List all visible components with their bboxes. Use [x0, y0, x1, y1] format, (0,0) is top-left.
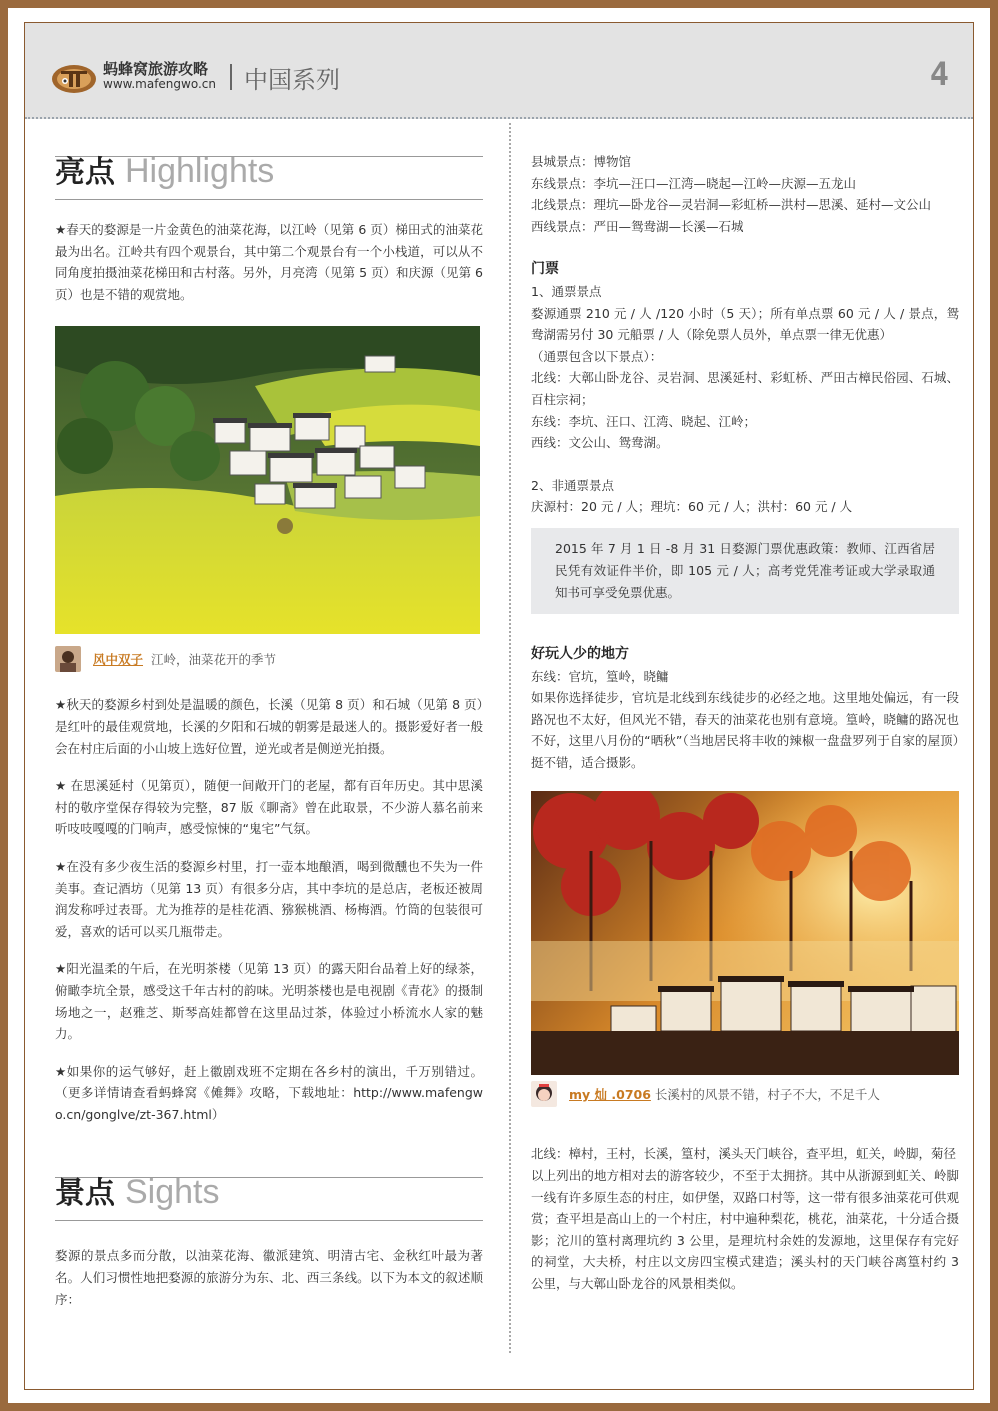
- tickets-pass-title: 1、通票景点: [531, 283, 602, 299]
- tickets-single-title: 2、非通票景点: [531, 477, 614, 493]
- fun-places-title: 好玩人少的地方: [531, 645, 629, 662]
- sights-title-cn: 景点: [55, 1176, 115, 1212]
- tickets-pass-price: 婺源通票 210 元 / 人 /120 小时（5 天）；所有单点票 60 元 / 人 / 景点，鸳鸯湖需另付 30 元船票 / 人（除免票人员外，单点票一律无优惠）: [531, 305, 959, 343]
- photo2-username[interactable]: my 灿 .0706: [569, 1086, 651, 1102]
- highlight-autumn: ★秋天的婺源乡村到处是温暖的颜色，长溪（见第 8 页）和石城（见第 8 页）是红叶的最佳观赏地，长溪的夕阳和石城的朝雾是最迷人的。摄影爱好者一般会在村庄后面的小山坡上选好位置，逆光或者是侧逆光拍摄。: [55, 697, 483, 756]
- sights-intro: 婺源的景点多而分散，以油菜花海、徽派建筑、明清古宅、金秋红叶最为著名。人们习惯性地把婺源的旅游分为东、北、西三条线。以下为本文的叙述顺序：: [55, 1248, 483, 1307]
- route-west: 西线景点：严田—鸳鸯湖—长溪—石城: [531, 218, 744, 234]
- header-divider: [230, 64, 232, 90]
- highlights-title-en: Highlights: [125, 152, 275, 190]
- column-divider: [509, 123, 511, 1353]
- photo2-caption-text: 长溪村的风景不错，村子不大，不足千人: [654, 1086, 880, 1102]
- highlight-spring: ★春天的婺源是一片金黄色的油菜花海，以江岭（见第 6 页）梯田式的油菜花最为出名。江岭共有四个观景台，其中第二个观景台有一个小栈道，可以从不同角度拍摄油菜花梯田和古村落。另外，月亮湾（见第 5 页）和庆源（见第 6 页）也是不错的观赏地。: [55, 222, 483, 302]
- series-title: 中国系列: [244, 65, 340, 94]
- fun-east-line: 东线：官坑，篁岭，晓鳙: [531, 668, 669, 684]
- user-avatar[interactable]: [531, 1081, 557, 1107]
- discount-notice-text: 2015 年 7 月 1 日 -8 月 31 日婺源门票优惠政策：教师、江西省居民凭有效证件半价，即 105 元 / 人；高考党凭准考证或大学录取通知书可享受免票优惠。: [555, 540, 935, 600]
- discount-notice: [531, 528, 959, 614]
- tickets-pass-west: 西线：文公山、鸳鸯湖。: [531, 435, 669, 451]
- right-column: [531, 151, 959, 1295]
- photo1-caption-text: 江岭，油菜花开的季节: [151, 651, 277, 667]
- page-frame: [8, 8, 990, 1403]
- brand-logo[interactable]: [51, 59, 340, 95]
- tickets-single-prices: 庆源村：20 元 / 人；理坑：60 元 / 人；洪村：60 元 / 人: [531, 499, 853, 515]
- highlight-tea: ★阳光温柔的午后，在光明茶楼（见第 13 页）的露天阳台品着上好的绿茶，俯瞰李坑全景，感受这千年古村的韵味。光明茶楼也是电视剧《青花》的摄制场地之一，赵雅芝、斯琴高娃都曾在这里品过茶，体验过小桥流水人家的魅力。: [55, 961, 483, 1042]
- photo1-caption: [55, 646, 483, 672]
- brand-name: 蚂蜂窝旅游攻略: [103, 60, 209, 78]
- route-north: 北线景点：理坑—卧龙谷—灵岩洞—彩虹桥—洪村—思溪、延村—文公山: [531, 197, 932, 213]
- page-inner-border: [24, 22, 974, 1390]
- route-county: 县城景点：博物馆: [531, 154, 632, 169]
- brand-url[interactable]: www.mafengwo.cn: [103, 77, 216, 91]
- fun-north-line: 北线：樟村，王村，长溪，篁村，溪头天门峡谷，查平坦，虹关，岭脚，菊径: [531, 1146, 957, 1162]
- highlights-heading: [55, 152, 483, 200]
- tickets-pass-includes: （通票包含以下景点）：: [531, 348, 663, 364]
- fun-north-desc: 以上列出的地方相对去的游客较少，不至于太拥挤。其中从浙源到虹关、岭脚一线有许多原生态的村庄，如伊堡，双路口村等，这一带有很多油菜花可供观赏；查平坦是高山上的一个村庄，村中遍种梨花，桃花，油菜花，十分适合摄影；沱川的篁村离理坑约 3 公里，是理坑村余姓的发源地，这里保存有完好的祠堂，大夫桥，村庄以文房四宝模式建造；溪头村的天门峡谷离篁村约 3 公里，与大鄣山卧龙谷的风景相类似。: [531, 1168, 959, 1292]
- sights-heading: [55, 1173, 483, 1221]
- tickets-pass-east: 东线：李坑、汪口、江湾、晓起、江岭；: [531, 413, 757, 429]
- tickets-pass-north: 北线：大鄣山卧龙谷、灵岩洞、思溪延村、彩虹桥、严田古樟民俗园、石城、百柱宗祠；: [531, 370, 959, 407]
- user-avatar[interactable]: [55, 646, 81, 672]
- tickets-title: 门票: [531, 261, 559, 278]
- photo2-caption: [531, 1081, 959, 1107]
- fun-east-desc: 如果你选择徒步，官坑是北线到东线徒步的必经之地。这里地处偏远，有一段路况也不太好，但风光不错，春天的油菜花也别有意境。篁岭，晓鳙的路况也不好，这里八月份的“晒秋”（当地居民将丰收的辣椒一盘盘罗列于自家的屋顶）挺不错，适合摄影。: [531, 690, 959, 770]
- highlights-title-cn: 亮点: [55, 155, 115, 190]
- sights-title-en: Sights: [125, 1173, 220, 1212]
- route-east: 东线景点：李坑—汪口—江湾—晓起—江岭—庆源—五龙山: [531, 175, 857, 191]
- highlight-wine: ★在没有多少夜生活的婺源乡村里，打一壶本地酿酒，喝到微醺也不失为一件美事。查记酒坊（见第 13 页）有很多分店，其中李坑的是总店，老板还被周润发称呼过表哥。尤为推荐的是桂花酒、猕猴桃酒、杨梅酒。竹筒的包装很可爱，喜欢的话可以买几瓶带走。: [55, 858, 483, 939]
- page-number: 4: [929, 55, 949, 93]
- highlight-opera: ★如果你的运气够好，赶上徽剧戏班不定期在各乡村的演出，千万别错过。（更多详情请查看蚂蜂窝《傩舞》攻略，下载地址：http://www.mafengwo.cn/gonglve/zt-367.html）: [55, 1063, 483, 1122]
- left-column: [55, 152, 483, 1310]
- highlight-old-houses: ★ 在思溪延村（见第页），随便一间敞开门的老屋，都有百年历史。其中思溪村的敬序堂保存得较为完整，87 版《聊斋》曾在此取景，不少游人慕名前来听吱吱嘎嘎的门响声，感受惊悚的“鬼宅”气氛。: [55, 778, 483, 837]
- changxi-village-photo: [531, 791, 959, 1075]
- mafengwo-logo-icon: [51, 59, 97, 95]
- rapeseed-village-photo: [55, 326, 480, 634]
- photo1-username[interactable]: 风中双子: [93, 651, 144, 667]
- page-header: [25, 23, 973, 119]
